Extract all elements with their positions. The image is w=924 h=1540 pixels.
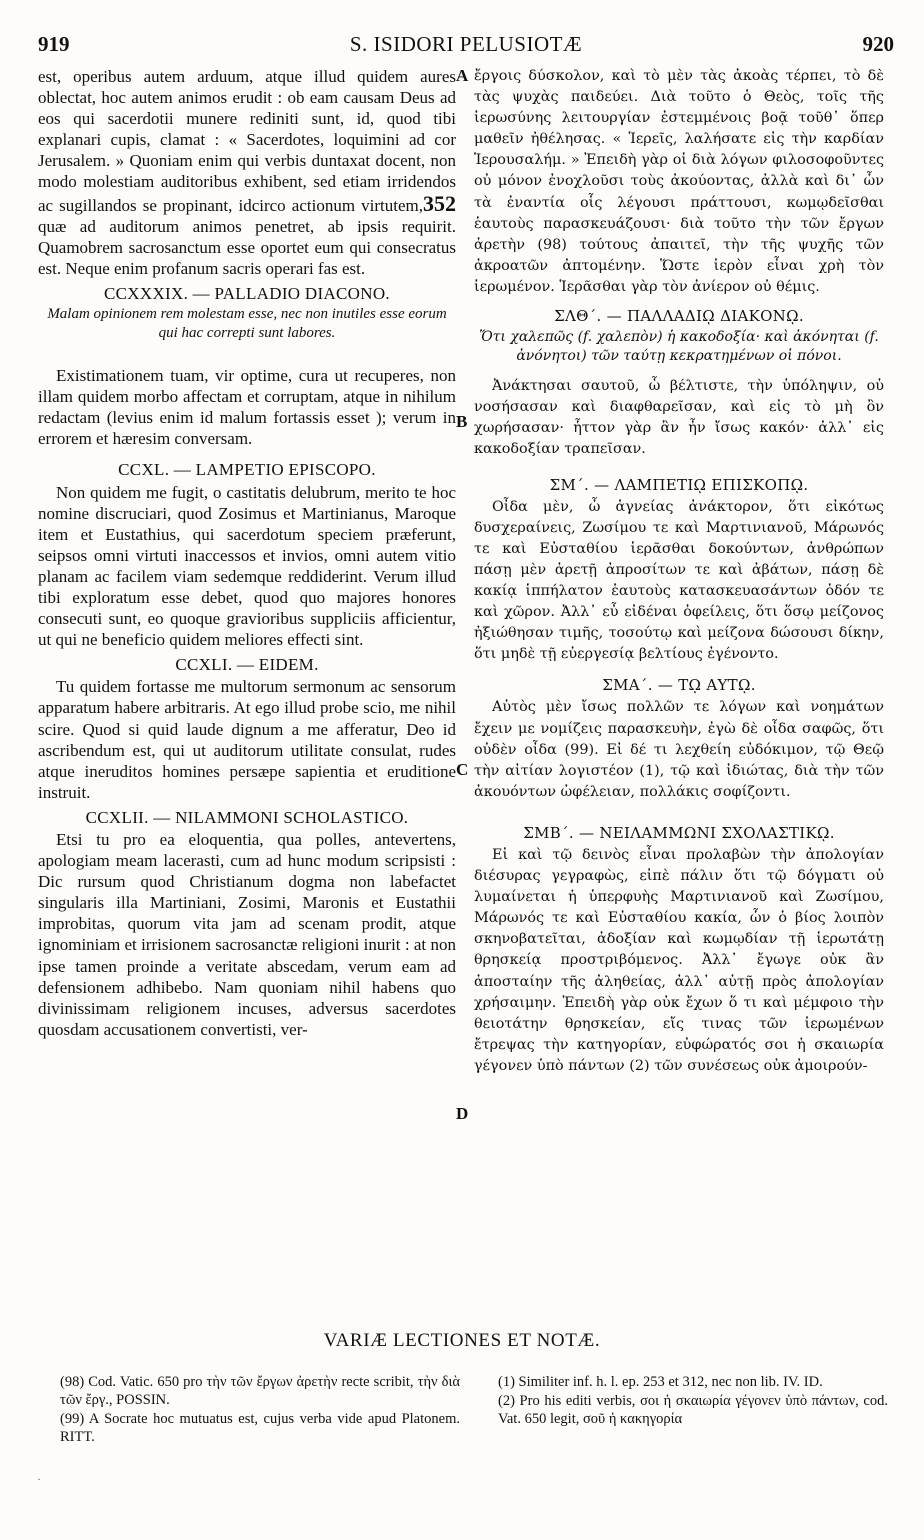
letter-body-241: Tu quidem fortasse me multorum sermonum ac sensorum apparatum habere arbitraris. At ego illud probe scio, me nihil scire. Quod si quid laude dignum a me afferatur, Deo id ascribendum est, qui ut auditorum utilitate consulat, rudes atque ineruditos homines persæpe sapientia et eruditione instruit. [38, 677, 456, 802]
notes-title: VARIÆ LECTIONES ET NOTÆ. [323, 1330, 601, 1351]
page-number-left: 919 [38, 32, 70, 56]
section-letter-c: C [456, 760, 469, 779]
print-speck: · [37, 1472, 41, 1486]
letter-summary-239: Malam opinionem rem molestam esse, nec non inutiles esse eorum qui hac correpti sunt labores. [47, 306, 447, 342]
page-header [38, 32, 894, 62]
letter-body-239: Existimationem tuam, vir optime, cura ut recuperes, non illam quidem morbo affectam et corruptam, atque in nihilum redactam (levius enim id malum fortassis esset ); verum in errorem et hæresim conversam. [38, 366, 456, 449]
running-title: S. ISIDORI PELUSIOTÆ [349, 32, 583, 56]
letter-body-240: Non quidem me fugit, o castitatis delubrum, merito te hoc nomine discruciari, quod Zosimus et Martinianus, Maroque item et Eustathius, qui sacerdotum speciem præferunt, seipsos omni virtuti inaccessos et invios, omni autem vitio planam ac facilem viam sedemque reddiderint. Verum illud tibi exploratum esse debet, quod quo majores honores consecuti sunt, eo quoque gravioribus suppliciis afficientur, ut qui ne beneficio quidem meliores effecti sint. [38, 482, 456, 650]
letter-body-242: Etsi tu pro ea eloquentia, qua polles, antevertens, apologiam meam lacerasti, cum ad hunc modum scripsisti : Dic rursum quod Christianum dogma non labefactet singularis illa Martiniani, Zosimi, Maronis et Eustathii improbitas, quorum vita jam ad scenam prodit, atque ignominiam et irrisionem sacrosanctæ religioni inurit : at non ipse tamen proinde a veritate abscedam, verum eam ad defensionem adhibebo. Nam quoniam nihil habens quo divinissimam religionem incuses, adversus sacerdotes quosdam accusationem convertisti, ver- [38, 830, 456, 1039]
greek-body-242: Εἰ καὶ τῷ δεινὸς εἶναι προλαβὼν τὴν ἀπολογίαν διέσυρας γεγραφὼς, εἰπὲ πάλιν ὅτι τῷ δόγματι οὐ λυμαίνεται ἡ ὑπερφυὴς Μαρτινιανοῦ καὶ Ζωσίμου, Μάρωνός τε καὶ Εὐσταθίου κακία, ὧν ὁ βίος λοιπὸν σκηνοβατεῖται, ἀδοξίαν καὶ κωμῳδίαν τῇ ἱερωτάτῃ θρησκείᾳ προστριβόμενος. Ἀλλ᾽ ἔγωγε οὐκ ἂν ἀποσταίην τῆς ἀληθείας, ἀλλ᾽ αὐτῇ πρὸς ἀπολογίαν χρήσαιμην. Ἐπειδὴ γὰρ οὐκ ἔχων ὅ τι καὶ μέμφοιο τὴν θειοτάτην θρησκείαν, εἴς τινας τῶν ἱερωμένων ἔτρεψας τὴν κατηγορίαν, εὐφώρατός σοι ἡ σκαιωρία γέγονεν ὑπὸ πάντων (2) τῶν συνέσεως οὐκ ἀμοιρούν- [474, 847, 884, 1074]
greek-heading-242: ΣΜΒ΄. — ΝΕΙΛΑΜΜΩΝΙ ΣΧΟΛΑΣΤΙΚῼ. [523, 823, 835, 842]
greek-heading-241: ΣΜΑ΄. — Τῼ ΑΥΤῼ. [602, 676, 756, 695]
latin-paragraph-intro: est, operibus autem arduum, atque illud quidem aures oblectat, hoc autem animos erudit : ob eam causam Deus ad eos qui sacerdotii munere rediniti sunt, id, quod tibi explanari cupis, clamat : « Sacerdotes, loquimini ad cor Jerusalem. » Quoniam enim qui verbis duntaxat docent, non modo molestiam auditoribus exhibent, sed etiam irridendos ac sugillandos se propinant, idcirco actionum virtutem,352 quæ ad auditorum animos penetret, ab ipsis requirit. Quamobrem sacrosanctum esse oportet eum qui consecratus est. Neque enim profanum sacris operari fas est. [38, 67, 456, 278]
letter-heading-241: CCXLI. — EIDEM. [175, 655, 319, 675]
greek-body-241: Αὐτὸς μὲν ἴσως πολλῶν τε λόγων καὶ νοημάτων ἔχειν με νομίζεις παρασκευὴν, ἐγὼ δὲ οἶδα σαφῶς, ὅτι οὐδὲν οἶδα (99). Εἰ δέ τι λεχθείη εὐδόκιμον, τῷ Θεῷ τὴν αἰτίαν λογιστέον (1), τῷ καὶ ἰδιώτας, διὰ τὴν τῶν ἀκουόντων ὠφέλειαν, πολλάκις σοφίζοντι. [474, 699, 884, 800]
greek-heading-240: ΣΜ΄. — ΛΑΜΠΕΤΙῼ ΕΠΙΣΚΟΠῼ. [549, 475, 809, 494]
page-number-right: 920 [862, 32, 894, 56]
greek-summary-239: Ὅτι χαλεπῶς (f. χαλεπὸν) ἡ κακοδοξία· καὶ ἀκόνηται (f. ἀνόνητοι) τῶν ταύτῃ κεκρατημένων οἱ πόνοι. [479, 329, 879, 365]
letter-heading-242: CCXLII. — NILAMMONI SCHOLASTICO. [85, 807, 409, 827]
latin-column [38, 66, 456, 1040]
greek-body-239: Ἀνάκτησαι σαυτοῦ, ὦ βέλτιστε, τὴν ὑπόληψιν, οὐ νοσήσασαν καὶ διαφθαρεῖσαν, καὶ εἰς τὸ μὴ ὂν χωρήσασαν· ἧττον γὰρ ἂν ἦν ἴσως κακόν· ἀλλ᾽ εἰς κακοδοξίαν τραπεῖσαν. [474, 378, 884, 458]
notes-right-column [498, 1373, 888, 1429]
letter-heading-239: CCXXXIX. — PALLADIO DIACONO. [104, 283, 390, 303]
section-letter-a: A [456, 66, 469, 85]
section-letter-b: B [456, 412, 468, 431]
note-98: (98) Cod. Vatic. 650 pro τὴν τῶν ἔργων ἀρετὴν recte scribit, τὴν διὰ τῶν ἔργ., POSSIN. [60, 1374, 460, 1408]
letter-heading-240: CCXL. — LAMPETIO EPISCOPO. [118, 460, 376, 480]
note-2: (2) Pro his editi verbis, σοι ἡ σκαιωρία γέγονεν ὑπὸ πάντων, cod. Vat. 650 legit, σοῦ ἡ κακηγορία [498, 1393, 888, 1427]
note-1: (1) Similiter inf. h. l. ep. 253 et 312, nec non lib. IV. ID. [498, 1374, 823, 1390]
greek-column [474, 66, 884, 1077]
section-letter-d: D [456, 1104, 469, 1123]
column-number: 352 [423, 190, 456, 216]
notes-left-column [60, 1373, 460, 1447]
note-99: (99) A Socrate hoc mutuatus est, cujus verba vide apud Platonem. RITT. [60, 1411, 460, 1445]
greek-heading-239: ΣΛΘ΄. — ΠΑΛΛΑΔΙῼ ΔΙΑΚΟΝῼ. [554, 307, 804, 326]
greek-paragraph-intro: ἔργοις δύσκολον, καὶ τὸ μὲν τὰς ἀκοὰς τέρπει, τὸ δὲ τὰς ψυχὰς παιδεύει. Διὰ τοῦτο ὁ Θεὸς, τοῖς τῆς ἱερωσύνης λειτουργίαν ἐστεμμένοις βοᾷ τοῦθ᾽ ὅπερ μαθεῖν ἠθέλησας. « Ἱερεῖς, λαλήσατε εἰς τὴν καρδίαν Ἱερουσαλήμ. » Ἐπειδὴ γὰρ οἱ διὰ λόγων φιλοσοφοῦντες οὐ μόνον ἐνοχλοῦσι τοὺς ἀκούοντας, ἀλλὰ καὶ δι᾽ ὧν τὰ ἐναντία οἷς λέγουσι πράττουσι, κωμῳδεῖσθαι ἑαυτοὺς παρασκευάζουσι· διὰ τοῦτο τὴν τῶν ἔργων ἀρετὴν (98) τούτους ἀπαιτεῖ, τὴν τῆς ψυχῆς τῶν ἀκροατῶν ἀπτομένην. Ὥστε ἱερὸν εἶναι χρὴ τὸν ἱερωμένον. Ἱερᾶσθαι γὰρ τὸν ἀνίερον οὐ θέμις. [474, 68, 884, 295]
greek-body-240: Οἶδα μὲν, ὦ ἁγνείας ἀνάκτορον, ὅτι εἰκότως δυσχεραίνεις, Ζωσίμου τε καὶ Μαρτινιανοῦ, Μάρωνός τε καὶ Εὐσταθίου ἱερᾶσθαι δοκούντων, ἀνθρώπων πάσῃ μὲν ἀρετῇ ἀπροσίτων τε καὶ ἀβάτων, πάσῃ δὲ κακίᾳ ἱππήλατον ἑαυτοὺς κατασκευασάντων ὁδόν τε καὶ χῶρον. Ἀλλ᾽ εὖ εἰδέναι ὀφείλεις, ὅτι ὅσῳ μείζονος ἠξιώθησαν τιμῆς, τοσούτῳ καὶ μείζονα δώσουσι δίκην, ὅτι μηδὲ τῇ εὐεργεσίᾳ βελτίους ἐγένοντο. [474, 498, 884, 663]
